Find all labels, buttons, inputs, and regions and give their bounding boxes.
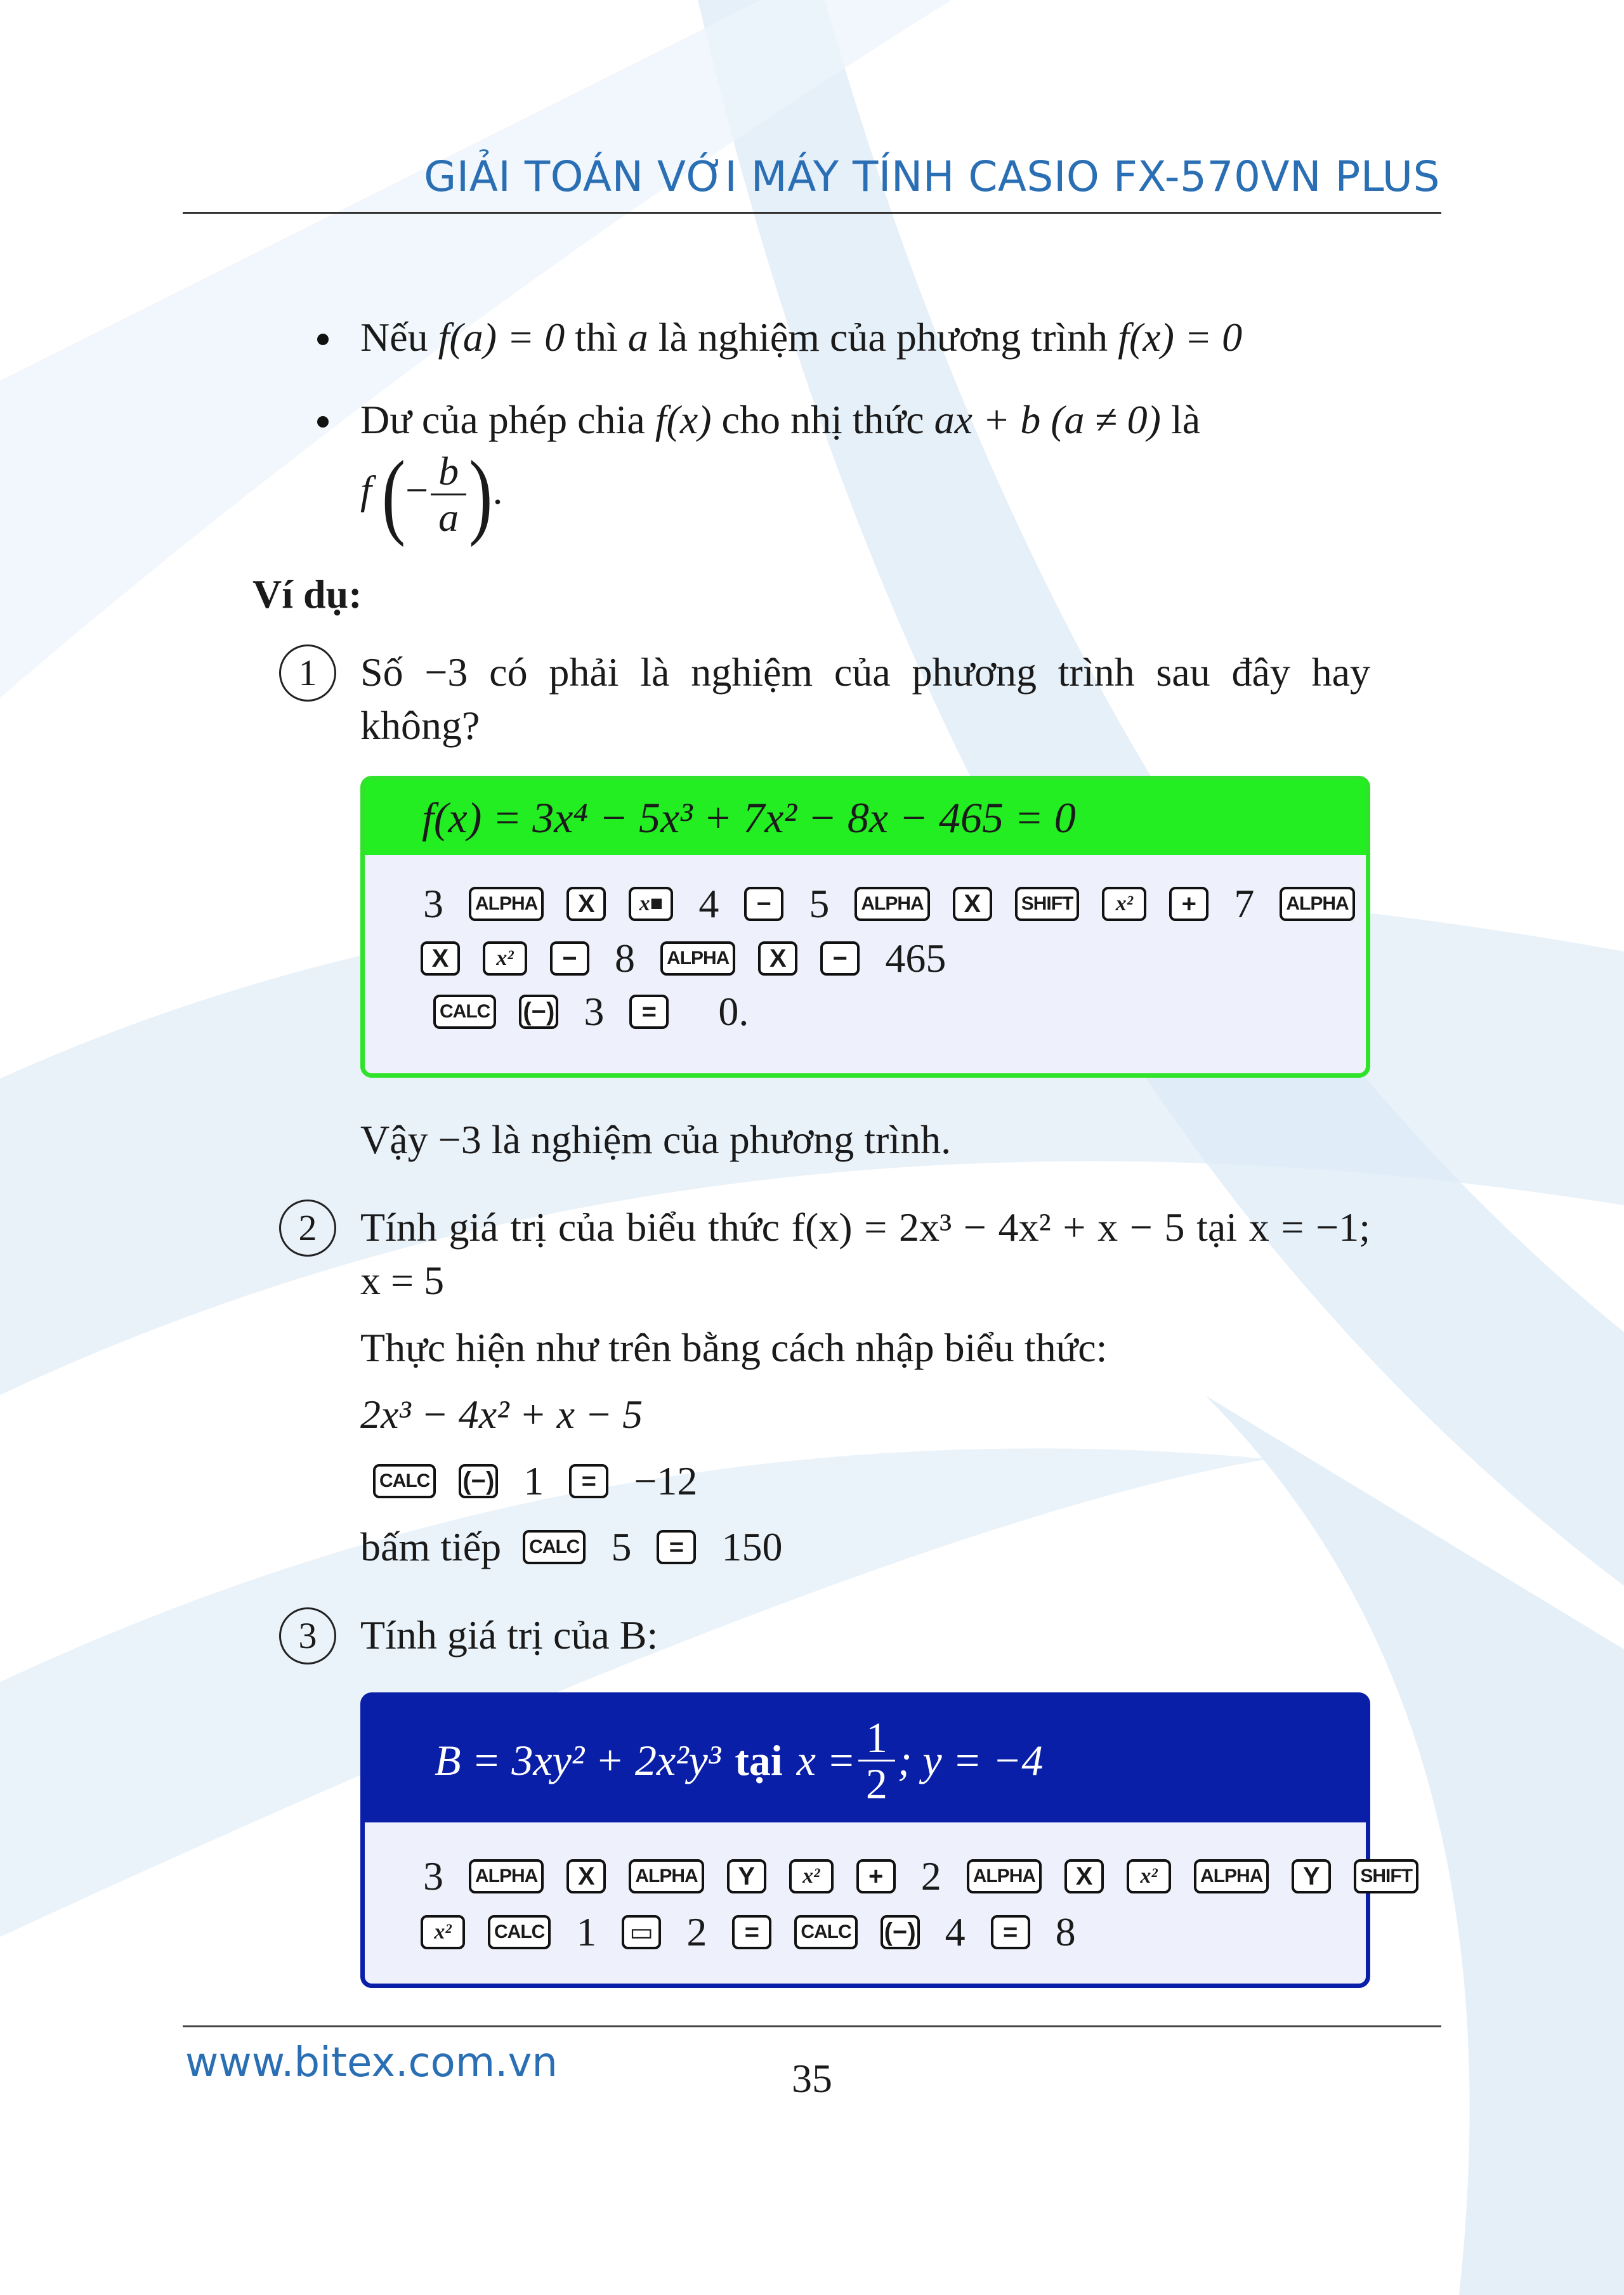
box-equation: f(x) = 3x⁴ − 5x³ + 7x² − 8x − 465 = 0 <box>365 780 1366 855</box>
x-key: X <box>421 941 460 976</box>
plus-key: + <box>856 1859 896 1893</box>
example-question: Số −3 có phải là nghiệm của phương trình sau đây hay không? <box>360 650 1370 748</box>
shift-key: SHIFT <box>1354 1859 1418 1893</box>
square-key: x² <box>789 1859 834 1893</box>
minus-key: − <box>744 887 783 921</box>
bullet-dot <box>317 334 329 345</box>
equals-key: = <box>657 1530 696 1564</box>
bullet-text: Dư của phép chia f(x) cho nhị thức ax + b (a ≠ 0) là <box>360 397 1201 442</box>
alpha-key: ALPHA <box>469 887 544 921</box>
x-key: X <box>566 1859 606 1893</box>
fraction-expression: f (− $\frac{b}{a}$ ). <box>360 441 503 548</box>
square-key: x² <box>1102 887 1146 921</box>
power-key: x■ <box>629 887 673 921</box>
keystroke-row: bấm tiếp CALC 5 = 150 <box>360 1524 783 1569</box>
plus-key: + <box>1169 887 1208 921</box>
negative-key: (−) <box>519 995 558 1029</box>
y-key: Y <box>1292 1859 1331 1893</box>
alpha-key: ALPHA <box>967 1859 1042 1893</box>
square-key: x² <box>483 941 527 976</box>
keystroke-row: 3 ALPHA X ALPHA Y x² + 2 ALPHA X x² ALPHA Y SHIFT <box>409 1853 1430 1900</box>
header-divider <box>183 212 1441 214</box>
fraction-key: ▭ <box>622 1915 661 1949</box>
equals-key: = <box>732 1915 771 1949</box>
calc-key: CALC <box>523 1530 586 1564</box>
example-label: Ví dụ: <box>252 572 362 617</box>
x-key: X <box>1064 1859 1104 1893</box>
minus-key: − <box>550 941 589 976</box>
x-key: X <box>566 887 606 921</box>
negative-key: (−) <box>459 1464 498 1498</box>
footer-divider <box>183 2025 1441 2027</box>
example-number: 2 <box>279 1200 336 1257</box>
equals-key: = <box>569 1464 608 1498</box>
shift-key: SHIFT <box>1015 887 1080 921</box>
footer-url[interactable]: www.bitex.com.vn <box>185 2039 558 2086</box>
alpha-key: ALPHA <box>629 1859 704 1893</box>
example-conclusion: Vậy −3 là nghiệm của phương trình. <box>360 1117 952 1162</box>
bullet-dot <box>317 416 329 428</box>
example-instruction: Thực hiện như trên bằng cách nhập biểu thức: <box>360 1325 1108 1370</box>
keystroke-row: 3 ALPHA X x■ 4 − 5 ALPHA X SHIFT x² + 7 ALPHA <box>409 880 1366 927</box>
keystroke-box <box>360 776 1370 1078</box>
header-title: GIẢI TOÁN VỚI MÁY TÍNH CASIO FX-570VN PLUS <box>424 152 1440 201</box>
x-key: X <box>758 941 797 976</box>
alpha-key: ALPHA <box>1194 1859 1269 1893</box>
box-equation: B = 3xy² + 2x²y³ tại x = $\frac{1}{2}$ ; y = −4 <box>365 1697 1366 1822</box>
alpha-key: ALPHA <box>855 887 929 921</box>
calc-key: CALC <box>373 1464 436 1498</box>
keystroke-row: X x² − 8 ALPHA X − 465 <box>409 935 960 982</box>
example-question: Tính giá trị của B: <box>360 1612 658 1658</box>
alpha-key: ALPHA <box>1280 887 1354 921</box>
square-key: x² <box>421 1915 465 1949</box>
page-number: 35 <box>792 2056 832 2101</box>
keystroke-row: x² CALC 1 ▭ 2 = CALC (−) 4 = 8 <box>409 1909 1090 1956</box>
negative-key: (−) <box>881 1915 920 1949</box>
equals-key: = <box>991 1915 1030 1949</box>
calc-key: CALC <box>488 1915 551 1949</box>
example-expression: 2x³ − 4x² + x − 5 <box>360 1392 643 1437</box>
keystroke-box <box>360 1692 1413 1988</box>
keystroke-row: CALC (−) 3 = 0. <box>422 988 763 1035</box>
minus-key: − <box>820 941 860 976</box>
example-number: 1 <box>279 644 336 702</box>
example-question: Tính giá trị của biểu thức f(x) = 2x³ − 4x² + x − 5 tại x = −1; x = 5 <box>360 1205 1370 1303</box>
equals-key: = <box>629 995 669 1029</box>
keystroke-row: CALC (−) 1 = −12 <box>362 1458 711 1505</box>
x-key: X <box>953 887 992 921</box>
alpha-key: ALPHA <box>660 941 735 976</box>
bullet-text: Nếu f(a) = 0 thì a là nghiệm của phương trình f(x) = 0 <box>360 315 1243 360</box>
y-key: Y <box>727 1859 766 1893</box>
square-key: x² <box>1127 1859 1171 1893</box>
calc-key: CALC <box>794 1915 857 1949</box>
calc-key: CALC <box>433 995 496 1029</box>
alpha-key: ALPHA <box>469 1859 544 1893</box>
example-number: 3 <box>279 1607 336 1664</box>
